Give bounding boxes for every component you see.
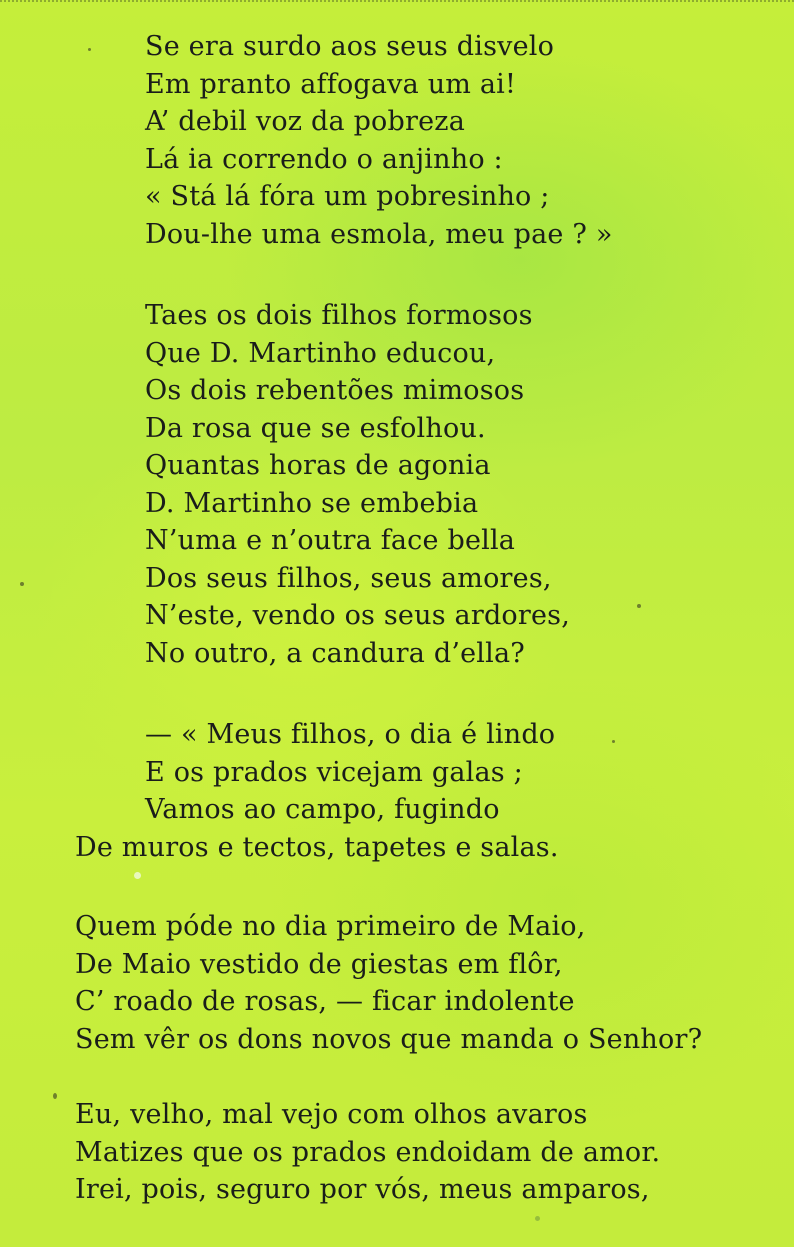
verse-line: Irei, pois, seguro por vós, meus amparos,: [75, 1174, 650, 1205]
verse-line: Os dois rebentões mimosos: [145, 375, 525, 406]
verse-line: « Stá lá fóra um pobresinho ;: [145, 181, 550, 212]
verse-line: Taes os dois filhos formosos: [145, 300, 533, 331]
stanza-2: [145, 297, 570, 672]
ink-speck: [20, 582, 24, 586]
ink-speck: [637, 604, 641, 608]
verse-line: N’uma e n’outra face bella: [145, 525, 516, 556]
verse-line: Sem vêr os dons novos que manda o Senhor?: [75, 1023, 703, 1055]
verse-line: Se era surdo aos seus disvelo: [145, 31, 555, 62]
ink-speck: [612, 740, 615, 743]
ink-speck: [535, 1216, 540, 1221]
verse-line: N’este, vendo os seus ardores,: [145, 600, 571, 631]
verse-line: De Maio vestido de giestas em flôr,: [75, 948, 563, 980]
verse-line: Vamos ao campo, fugindo: [145, 794, 500, 825]
verse-line: De muros e tectos, tapetes e salas.: [75, 831, 559, 863]
ink-speck: [134, 872, 141, 879]
verse-line: Eu, velho, mal vejo com olhos avaros: [75, 1099, 588, 1130]
verse-line: Em pranto affogava um ai!: [145, 68, 517, 100]
stanza-3: [75, 716, 559, 866]
verse-line: Quantas horas de agonia: [145, 450, 491, 481]
verse-line: Matizes que os prados endoidam de amor.: [75, 1136, 661, 1168]
verse-line: Que D. Martinho educou,: [145, 337, 496, 369]
verse-line: Quem póde no dia primeiro de Maio,: [75, 911, 586, 942]
verse-line: Da rosa que se esfolhou.: [145, 412, 486, 444]
verse-line: — « Meus filhos, o dia é lindo: [145, 719, 556, 750]
verse-line: No outro, a candura d’ella?: [145, 637, 525, 669]
verse-line: Dou-lhe uma esmola, meu pae ? »: [145, 218, 613, 250]
verse-line: A’ debil voz da pobreza: [145, 106, 466, 137]
verse-line: Dos seus filhos, seus amores,: [145, 562, 552, 594]
stanza-4: [75, 908, 702, 1058]
stanza-5: [75, 1096, 660, 1209]
ink-speck: [88, 48, 91, 51]
verse-line: E os prados vicejam galas ;: [145, 756, 523, 788]
verse-line: Lá ia correndo o anjinho :: [145, 143, 503, 175]
verse-line: C’ roado de rosas, — ficar indolente: [75, 986, 575, 1017]
verse-line: D. Martinho se embebia: [145, 487, 479, 519]
page-top-edge: [0, 0, 794, 6]
stanza-1: [145, 28, 613, 253]
ink-speck: [53, 1093, 57, 1099]
